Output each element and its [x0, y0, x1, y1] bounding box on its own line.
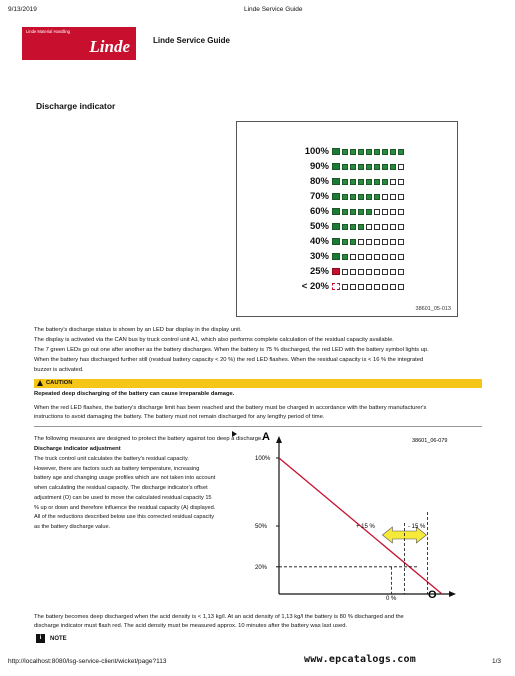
adjustment-line: battery age and changing usage profiles which are not taken into account — [34, 475, 216, 482]
led-bar — [342, 164, 404, 170]
led-bar — [342, 269, 404, 275]
led-bar — [342, 194, 404, 200]
led-bar — [342, 179, 404, 185]
y-axis-arrow-icon — [276, 436, 282, 443]
caution-bar — [34, 379, 482, 388]
x-axis-arrow-icon — [449, 591, 456, 597]
paragraph-4: When the battery has discharged further still (residual battery capacity < 20 %) the red LED flashes. When the residual capacity is < 16 % the integrated — [34, 357, 424, 363]
chart-figure-id: 38601_06-079 — [412, 438, 448, 444]
battery-level-row — [289, 206, 404, 217]
y-tick-label: 20% — [255, 564, 268, 571]
led — [342, 254, 348, 260]
adjustment-line: when calculating the residual capacity. The discharge indicator's offset — [34, 485, 208, 492]
note-label: NOTE — [50, 636, 67, 642]
battery-indicator-figure — [236, 121, 458, 317]
adjustment-title: Discharge indicator adjustment — [34, 446, 121, 452]
led — [366, 164, 372, 170]
pointer-arrow-icon — [232, 431, 237, 437]
battery-level-label: 25% — [309, 266, 329, 277]
caution-label: CAUTION — [46, 380, 73, 386]
led — [358, 254, 364, 260]
led — [342, 269, 348, 275]
led — [382, 224, 388, 230]
led — [374, 194, 380, 200]
battery-level-label: 60% — [309, 206, 329, 217]
linde-logo — [22, 27, 136, 60]
led — [342, 239, 348, 245]
led — [342, 224, 348, 230]
battery-level-label: 80% — [309, 176, 329, 187]
battery-level-label: 40% — [309, 236, 329, 247]
offset-chart — [252, 428, 468, 604]
led — [350, 194, 356, 200]
led-bar — [342, 284, 404, 290]
led — [398, 224, 404, 230]
led — [398, 284, 404, 290]
led — [358, 194, 364, 200]
battery-level-row — [289, 176, 404, 187]
warning-icon — [37, 380, 43, 386]
battery-symbol-icon — [332, 193, 340, 200]
led — [366, 224, 372, 230]
y-tick-label: 100% — [255, 456, 271, 462]
bottom-text-2: discharge indicator must flash red. The acid density must be measured approx. 10 minutes after the battery was last used. — [34, 623, 348, 629]
led — [366, 239, 372, 245]
led — [366, 149, 372, 155]
led — [382, 164, 388, 170]
bottom-text-1: The battery becomes deep discharged when the acid density is < 1,13 kg/l. At an acid density of 1,13 kg/l the battery is 80 % discharged and the — [34, 614, 404, 620]
led — [390, 194, 396, 200]
adjustment-line: adjustment (O) can be used to move the calculated residual capacity 15 — [34, 494, 212, 501]
battery-symbol-icon — [332, 148, 340, 155]
battery-symbol-icon — [332, 283, 340, 290]
led — [390, 179, 396, 185]
led — [350, 179, 356, 185]
led — [382, 239, 388, 245]
battery-symbol-icon — [332, 178, 340, 185]
battery-level-row — [289, 236, 404, 247]
led — [390, 269, 396, 275]
led — [342, 194, 348, 200]
battery-level-label: 30% — [309, 251, 329, 262]
info-icon: i — [36, 634, 45, 643]
led — [350, 254, 356, 260]
led — [390, 149, 396, 155]
battery-level-row — [289, 221, 404, 232]
led — [358, 269, 364, 275]
battery-level-label: 70% — [309, 191, 329, 202]
battery-level-row — [289, 266, 404, 277]
led-bar — [342, 239, 404, 245]
battery-symbol-icon — [332, 208, 340, 215]
battery-level-label: 90% — [309, 161, 329, 172]
led — [342, 164, 348, 170]
battery-level-label: 100% — [304, 146, 329, 157]
led — [390, 254, 396, 260]
led — [374, 149, 380, 155]
led — [342, 149, 348, 155]
led — [398, 149, 404, 155]
led-bar — [342, 254, 404, 260]
led — [382, 179, 388, 185]
caution-text-1: When the red LED flashes, the battery's discharge limit has been reached and the battery must be charged in accordance with the battery manufacturer's — [34, 405, 427, 411]
led — [398, 254, 404, 260]
led — [358, 179, 364, 185]
y-tick-label: 50% — [255, 524, 268, 530]
led-bar — [342, 209, 404, 215]
paragraph-3: The 7 green LEDs go out one after another as the battery discharges. When the battery is 75 % discharged, the red LED with the battery symbol lights up. — [34, 347, 429, 353]
led — [358, 164, 364, 170]
led — [374, 284, 380, 290]
led — [390, 224, 396, 230]
x-tick-label: 0 % — [386, 596, 397, 602]
led — [398, 269, 404, 275]
adjustment-line: % up or down and therefore influence the residual capacity (A) displayed. — [34, 504, 216, 511]
y-axis-label: A — [262, 431, 270, 443]
led — [342, 209, 348, 215]
led — [390, 164, 396, 170]
battery-symbol-icon — [332, 253, 340, 260]
footer-site: www.epcatalogs.com — [304, 654, 416, 665]
led — [350, 239, 356, 245]
led — [382, 194, 388, 200]
paragraph-2: The display is activated via the CAN bus by truck control unit A1, which also performs complete calculation of the residual capacity available. — [34, 337, 394, 343]
adjustment-line: The truck control unit calculates the battery's residual capacity. — [34, 456, 189, 462]
section-title: Discharge indicator — [36, 101, 116, 111]
led — [382, 254, 388, 260]
led — [398, 194, 404, 200]
adjustment-text — [34, 455, 234, 533]
led — [366, 179, 372, 185]
led — [390, 209, 396, 215]
led — [398, 164, 404, 170]
led — [350, 224, 356, 230]
led — [374, 209, 380, 215]
led — [358, 149, 364, 155]
paragraph-1: The battery's discharge status is shown by an LED bar display in the display unit. — [34, 327, 242, 333]
led-bar — [342, 149, 404, 155]
paragraph-5: buzzer is activated. — [34, 367, 84, 373]
battery-level-row — [289, 161, 404, 172]
led — [358, 239, 364, 245]
led — [398, 239, 404, 245]
led — [374, 164, 380, 170]
battery-level-row — [289, 281, 404, 292]
battery-level-row — [289, 251, 404, 262]
led — [382, 149, 388, 155]
led — [366, 269, 372, 275]
led — [358, 209, 364, 215]
footer-url: http://localhost:8080/lsg-service-client/wicket/page?113 — [8, 658, 167, 665]
annotation-plus: + 15 % — [356, 524, 375, 530]
battery-level-label: < 20% — [301, 281, 329, 292]
led — [350, 164, 356, 170]
led — [358, 284, 364, 290]
battery-level-row — [289, 191, 404, 202]
battery-symbol-icon — [332, 268, 340, 275]
annotation-minus: - 15 % — [408, 524, 426, 530]
led — [382, 284, 388, 290]
led — [374, 224, 380, 230]
caution-text-2: instructions to avoid damaging the battery. The battery must not remain discharged for any lengthy period of time. — [34, 414, 325, 420]
adjustment-line: All of the reductions described below use this corrected residual capacity — [34, 514, 215, 521]
battery-symbol-icon — [332, 163, 340, 170]
adjustment-line: as the battery discharge value. — [34, 523, 111, 530]
led — [374, 269, 380, 275]
led — [350, 149, 356, 155]
divider — [34, 426, 482, 427]
battery-symbol-icon — [332, 238, 340, 245]
led — [398, 209, 404, 215]
print-date: 9/13/2019 — [8, 6, 37, 13]
led — [382, 269, 388, 275]
measures-text: The following measures are designed to protect the battery against too deep a discharge. — [34, 436, 263, 442]
led — [342, 284, 348, 290]
logo-small-text: Linde Material Handling — [26, 29, 70, 34]
battery-level-label: 50% — [309, 221, 329, 232]
led — [382, 209, 388, 215]
led — [374, 239, 380, 245]
led — [374, 254, 380, 260]
battery-symbol-icon — [332, 223, 340, 230]
adjustment-line: However, there are factors such as battery temperature, increasing — [34, 465, 200, 472]
battery-level-row — [289, 146, 404, 157]
led — [358, 224, 364, 230]
led — [374, 179, 380, 185]
guide-title: Linde Service Guide — [153, 36, 230, 45]
led — [366, 194, 372, 200]
led — [366, 209, 372, 215]
led — [350, 284, 356, 290]
led — [350, 209, 356, 215]
offset-chart-svg — [252, 428, 468, 604]
led — [366, 254, 372, 260]
led — [366, 284, 372, 290]
caution-heading: Repeated deep discharging of the battery can cause irreparable damage. — [34, 391, 235, 397]
footer-page: 1/3 — [492, 658, 502, 665]
led — [350, 269, 356, 275]
led — [390, 239, 396, 245]
x-axis-label: O — [428, 589, 437, 601]
print-header-title: Linde Service Guide — [244, 6, 303, 13]
led — [398, 179, 404, 185]
led — [342, 179, 348, 185]
logo-main-text: Linde — [89, 37, 130, 56]
figure-id: 38601_05-013 — [415, 306, 451, 312]
led-bar — [342, 224, 404, 230]
led — [390, 284, 396, 290]
